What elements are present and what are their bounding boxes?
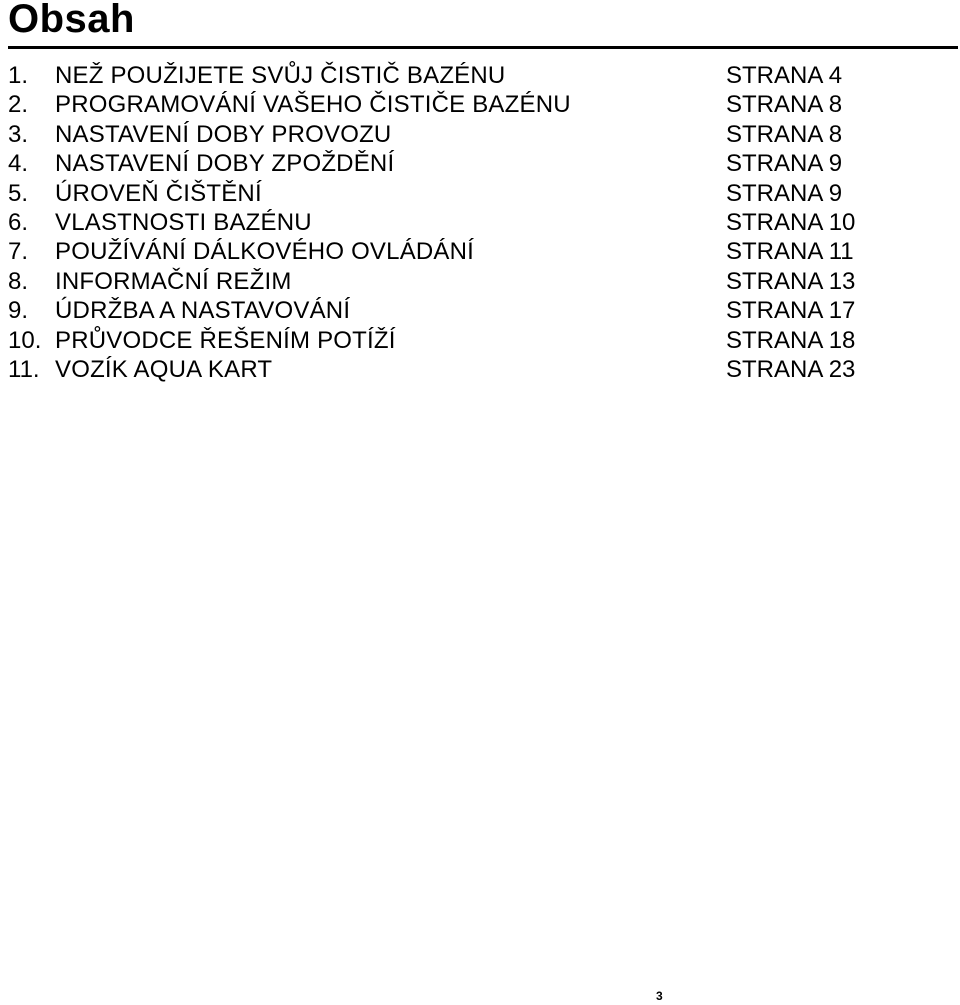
toc-entry-number: 3. (8, 120, 29, 148)
page-number: 3 (656, 989, 663, 1003)
toc-entry-title: PRŮVODCE ŘEŠENÍM POTÍŽÍ (55, 326, 396, 354)
toc-entry-number: 1. (8, 62, 29, 89)
toc-entry-5 (8, 179, 908, 208)
toc-entry-2 (8, 90, 908, 119)
toc-entry-title: ÚROVEŇ ČIŠTĚNÍ (55, 179, 262, 207)
toc-entry-number: 2. (8, 91, 29, 119)
toc-entry-page: STRANA 10 (726, 208, 856, 236)
page-title: Obsah (8, 0, 135, 41)
toc-entry-title: POUŽÍVÁNÍ DÁLKOVÉHO OVLÁDÁNÍ (55, 238, 475, 266)
toc-entry-title: VOZÍK AQUA KART (55, 355, 273, 383)
toc-entry-number: 11. (8, 355, 40, 383)
toc-entry-page: STRANA 17 (726, 297, 856, 325)
toc-entry-page: STRANA 23 (726, 355, 856, 383)
toc-entry-7 (8, 237, 908, 266)
toc-entry-number: 6. (8, 208, 29, 236)
toc-entry-number: 7. (8, 238, 29, 266)
toc-entry-9 (8, 296, 908, 325)
toc-entry-title: INFORMAČNÍ REŽIM (55, 267, 292, 295)
toc-entry-3 (8, 120, 908, 149)
toc-entry-title: NASTAVENÍ DOBY ZPOŽDĚNÍ (55, 150, 395, 178)
toc-entry-number: 4. (8, 150, 29, 178)
toc-entry-title: NASTAVENÍ DOBY PROVOZU (55, 120, 392, 148)
toc-entry-11 (8, 355, 908, 384)
toc-entry-title: ÚDRŽBA A NASTAVOVÁNÍ (55, 297, 351, 325)
toc-entry-number: 10. (8, 326, 42, 354)
table-of-contents (8, 61, 908, 384)
toc-entry-10 (8, 326, 908, 355)
toc-entry-4 (8, 149, 908, 178)
toc-entry-page: STRANA 8 (726, 120, 843, 148)
toc-entry-1 (8, 61, 908, 90)
title-underline (8, 46, 958, 49)
toc-entry-page: STRANA 13 (726, 267, 856, 295)
toc-entry-page: STRANA 18 (726, 326, 856, 354)
toc-entry-title: PROGRAMOVÁNÍ VAŠEHO ČISTIČE BAZÉNU (55, 91, 571, 119)
toc-entry-number: 9. (8, 297, 29, 325)
toc-entry-title: NEŽ POUŽIJETE SVŮJ ČISTIČ BAZÉNU (55, 62, 506, 89)
toc-entry-page: STRANA 11 (726, 238, 854, 266)
toc-entry-page: STRANA 8 (726, 91, 843, 119)
toc-entry-page: STRANA 9 (726, 150, 843, 178)
toc-entry-title: VLASTNOSTI BAZÉNU (55, 208, 312, 236)
toc-entry-page: STRANA 9 (726, 179, 843, 207)
toc-entry-number: 8. (8, 267, 29, 295)
toc-entry-8 (8, 267, 908, 296)
toc-entry-page: STRANA 4 (726, 62, 843, 89)
toc-entry-6 (8, 208, 908, 237)
toc-entry-number: 5. (8, 179, 29, 207)
